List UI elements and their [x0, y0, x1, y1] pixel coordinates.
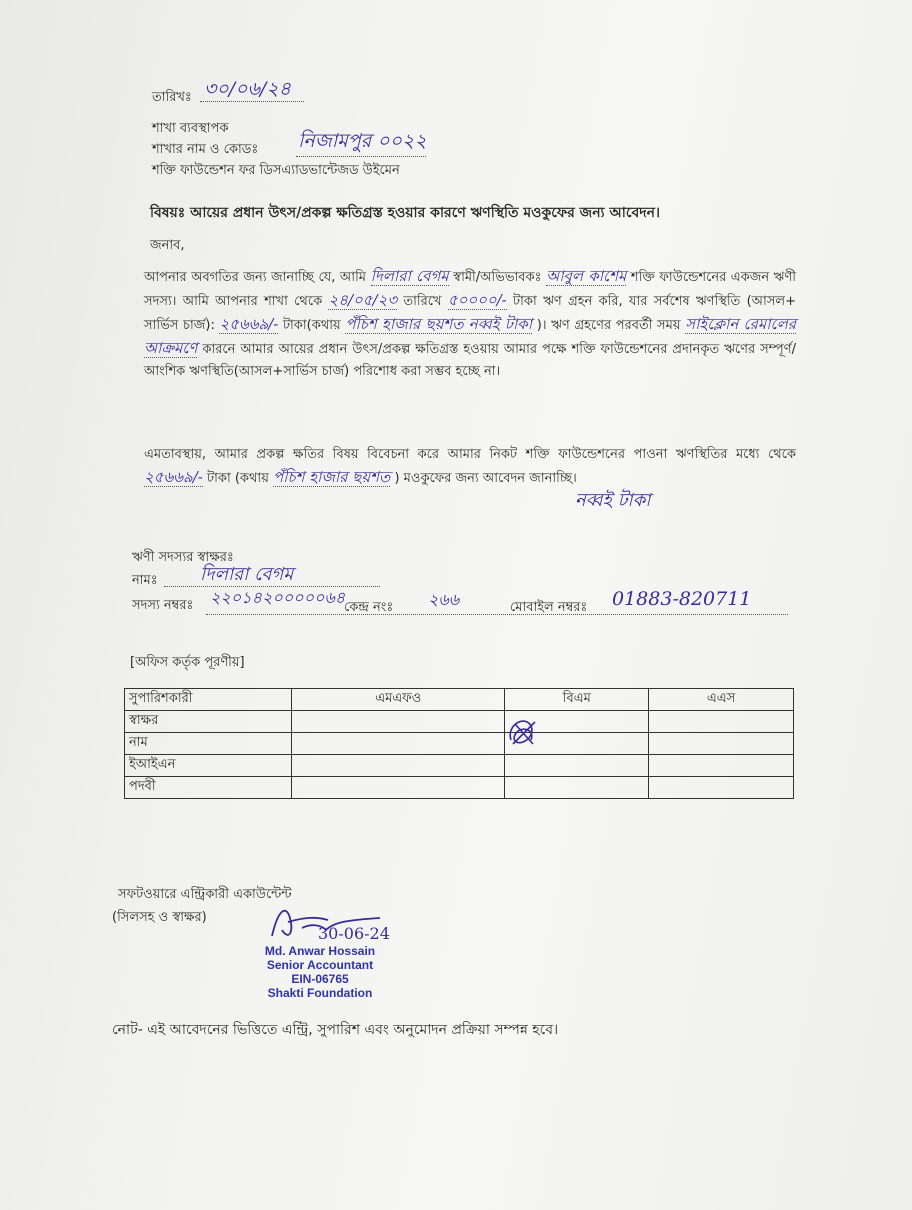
subject-line: বিষয়ঃ আয়ের প্রধান উৎস/প্রকল্প ক্ষতিগ্রস্ত হওয়ার কারণে ঋণস্থিতি মওকুফের জন্য আবেদন।: [150, 205, 660, 221]
balance-fill: ২৫৬৬৯/-: [219, 315, 279, 333]
member-number-label: সদস্য নম্বরঃ: [132, 598, 194, 613]
table-cell: [649, 711, 794, 733]
borrower-name-value: দিলারা বেগম: [200, 564, 294, 585]
paragraph-2: [144, 444, 796, 490]
footer-note: নোট- এই আবেদনের ভিত্তিতে এন্ট্রি, সুপারিশ এবং অনুমোদন প্রক্রিয়া সম্পন্ন হবে।: [112, 1022, 559, 1038]
header-as: এএস: [649, 689, 794, 711]
para2-text-b: টাকা (কথায়: [207, 471, 269, 486]
row-label-designation: পদবী: [125, 777, 292, 799]
para2-text-c: ) মওকুফের জন্য আবেদন জানাচ্ছি।: [394, 471, 577, 486]
waiver-amount-fill: ২৫৬৬৯/-: [144, 468, 203, 486]
organization-name: শক্তি ফাউন্ডেশন ফর ডিসএ্যাডভান্টেজড উইমেন: [152, 163, 400, 178]
para1-text-b: স্বামী/অভিভাবকঃ: [453, 270, 542, 285]
header-mfo: এমএফও: [292, 689, 505, 711]
header-recommender: সুপারিশকারী: [125, 689, 292, 711]
salutation: জনাব,: [150, 238, 185, 253]
stamp-ein: EIN-06765: [291, 972, 349, 986]
para1-text-d: তারিখে: [403, 294, 442, 309]
office-use-caption: [অফিস কর্তৃক পূরণীয়]: [130, 655, 245, 670]
center-number-value: ২৬৬: [428, 590, 460, 609]
member-dotted-line: [206, 614, 788, 615]
para2-text-a: এমতাবস্থায়, আমার প্রকল্প ক্ষতির বিষয় বিবেচনা করে আমার নিকট শক্তি ফাউন্ডেশনের পাওনা ঋণস্থিতির মধ্যে থেকে: [144, 447, 796, 462]
table-cell: [649, 733, 794, 755]
cause-fill: সাইক্লোন রেমালের আক্রমণে: [144, 315, 797, 357]
table-row: [125, 777, 794, 799]
borrower-name-fill: দিলারা বেগম: [370, 267, 449, 285]
branch-label: শাখার নাম ও কোডঃ: [152, 142, 259, 157]
table-cell: [649, 755, 794, 777]
loan-amount-fill: ৫০০০০/-: [447, 291, 507, 309]
recipient-title: শাখা ব্যবস্থাপক: [152, 121, 229, 136]
table-header-row: [125, 689, 794, 711]
row-label-name: নাম: [125, 733, 292, 755]
table-cell: [292, 777, 505, 799]
table-cell: [292, 711, 505, 733]
row-label-ein: ইআইএন: [125, 755, 292, 777]
para1-text-a: আপনার অবগতির জন্য জানাচ্ছি যে, আমি: [144, 270, 367, 285]
header-bm: বিএম: [505, 689, 649, 711]
date-label: তারিখঃ: [152, 90, 192, 105]
accountant-signature-date: 30-06-24: [318, 924, 390, 943]
stamp-designation: Senior Accountant: [266, 958, 374, 972]
borrower-name-label: নামঃ: [132, 573, 158, 588]
table-cell: [292, 733, 505, 755]
table-cell: [649, 777, 794, 799]
office-approval-table: [124, 688, 794, 799]
para1-text-g: )। ঋণ গ্রহণের পরবর্তী সময়: [536, 318, 681, 333]
waiver-words-fill: পঁচিশ হাজার ছয়শত: [273, 468, 391, 486]
branch-dotted-line: [296, 156, 426, 157]
stamp-name: Md. Anwar Hossain: [264, 944, 376, 958]
branch-value: নিজামপুর ০০২২: [298, 130, 427, 152]
accountant-title: সফটওয়ারে এন্ট্রিকারী একাউন্টেন্ট: [118, 887, 292, 902]
stamp-organization: Shakti Foundation: [267, 986, 373, 1000]
loan-date-fill: ২৪/০৫/২৩: [328, 291, 398, 309]
para1-text-f: টাকা(কথায়: [282, 318, 341, 333]
table-row: [125, 733, 794, 755]
date-dotted-line: [200, 101, 304, 102]
member-number-value: ২২০১৪২০০০০০৬৪: [210, 588, 346, 607]
accountant-seal-instruction: (সিলসহ ও স্বাক্ষর): [112, 910, 207, 925]
para1-text-h: কারনে আমার আয়ের প্রধান উৎস/প্রকল্প ক্ষতিগ্রস্ত হওয়ায় আমার পক্ষে শক্তি ফাউন্ডেশনের প্রদানকৃত ঋণের সম্পূর্ণ/আংশিক ঋণস্থিতি(আসল+সার্ভিস চার্জ) পরিশোধ করা সম্ভব হচ্ছে না।: [144, 342, 796, 379]
table-cell: [505, 755, 649, 777]
paragraph-1: [144, 265, 796, 383]
table-row: [125, 755, 794, 777]
borrower-name-dotted-line: [164, 586, 380, 587]
accountant-stamp: [245, 944, 395, 1000]
para1-text-c: শক্তি ফাউন্ডেশনের একজন ঋণী সদস্য। আমি আপনার শাখা থেকে: [144, 270, 797, 309]
date-value: ৩০/০৬/২৪: [204, 78, 291, 100]
center-number-label: কেন্দ্র নংঃ: [344, 600, 394, 615]
guardian-name-fill: আবুল কাশেম: [546, 267, 627, 285]
waiver-words-continued: নব্বই টাকা: [575, 490, 651, 511]
table-cell: [505, 777, 649, 799]
bm-signature-scribble: [505, 716, 541, 748]
borrower-signature-label: ঋণী সদস্যর স্বাক্ষরঃ: [132, 550, 234, 565]
table-cell: [292, 755, 505, 777]
balance-words-fill: পঁচিশ হাজার ছয়শত নব্বই টাকা: [345, 315, 533, 333]
mobile-value: 01883-820711: [612, 588, 752, 610]
para1-text-e: টাকা ঋণ গ্রহন করি, যার সর্বশেষ ঋণস্থিতি (আসল+ সার্ভিস চার্জ):: [144, 294, 797, 333]
row-label-signature: স্বাক্ষর: [125, 711, 292, 733]
table-row: [125, 711, 794, 733]
mobile-label: মোবাইল নম্বরঃ: [510, 600, 588, 615]
